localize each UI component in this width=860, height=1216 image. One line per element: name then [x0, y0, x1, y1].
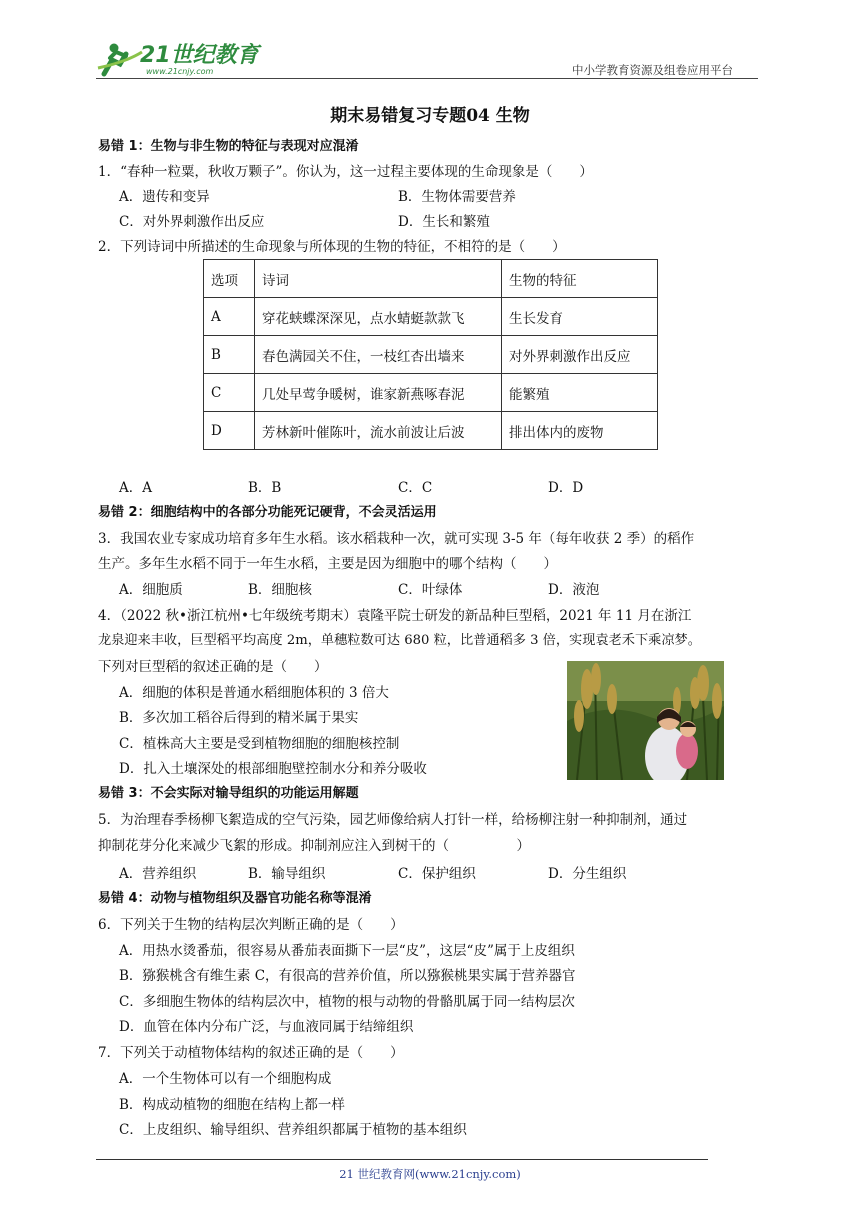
- table-cell: 芳林新叶催陈叶，流水前波让后波: [255, 412, 502, 450]
- question-5-option-b: B．输导组织: [248, 866, 326, 882]
- question-6-option-c: C．多细胞生物体的结构层次中，植物的根与动物的骨骼肌属于同一结构层次: [119, 994, 575, 1010]
- question-6-option-a: A．用热水烫番茄，很容易从番茄表面撕下一层“皮”，这层“皮”属于上皮组织: [119, 943, 575, 959]
- footer-divider: [96, 1159, 708, 1160]
- question-4-line-3: 下列对巨型稻的叙述正确的是（ ）: [98, 659, 328, 675]
- question-5-line-2: 抑制花芽分化来减少飞絮的形成。抑制剂应注入到树干的（ ）: [98, 838, 530, 854]
- question-5-option-c: C．保护组织: [398, 866, 476, 882]
- question-1-option-b: B．生物体需要营养: [398, 189, 516, 205]
- question-1-stem: 1．“春种一粒粟，秋收万颗子”。你认为，这一过程主要体现的生命现象是（ ）: [98, 164, 593, 180]
- table-cell: 春色满园关不住，一枝红杏出墙来: [255, 336, 502, 374]
- question-6-option-b: B．猕猴桃含有维生素 C，有很高的营养价值，所以猕猴桃果实属于营养器官: [119, 968, 576, 984]
- footer-text: 21 世纪教育网(www.21cnjy.com): [339, 1167, 521, 1181]
- table-cell: A: [204, 298, 255, 336]
- table-cell: 排出体内的废物: [502, 412, 658, 450]
- table-row: [204, 336, 658, 374]
- question-4-option-b: B．多次加工稻谷后得到的精米属于果实: [119, 710, 359, 726]
- question-7-option-c: C．上皮组织、输导组织、营养组织都属于植物的基本组织: [119, 1122, 467, 1138]
- question-2-option-b: B．B: [248, 480, 282, 496]
- table-cell: D: [204, 412, 255, 450]
- question-7-stem: 7．下列关于动植物体结构的叙述正确的是（ ）: [98, 1045, 404, 1061]
- rice-field-photo: [567, 661, 724, 780]
- question-4-option-a: A．细胞的体积是普通水稻细胞体积的 3 倍大: [119, 685, 389, 701]
- question-3-option-b: B．细胞核: [248, 582, 312, 598]
- question-4-option-c: C．植株高大主要是受到植物细胞的细胞核控制: [119, 736, 400, 752]
- question-2-option-a: A．A: [119, 480, 152, 496]
- question-6-stem: 6．下列关于生物的结构层次判断正确的是（ ）: [98, 917, 404, 933]
- table-header-row: [204, 260, 658, 298]
- question-4-line-1: 4．（2022 秋•浙江杭州•七年级统考期末）袁隆平院士研发的新品种巨型稻，2021 年 11 月在浙江: [98, 608, 692, 624]
- question-7-option-b: B．构成动植物的细胞在结构上都一样: [119, 1097, 345, 1113]
- question-1-option-d: D．生长和繁殖: [398, 214, 490, 230]
- table-row: [204, 298, 658, 336]
- poem-table: [203, 259, 658, 450]
- section-heading-3: 易错 3：不会实际对输导组织的功能运用解题: [98, 786, 359, 801]
- question-3-option-a: A．细胞质: [119, 582, 183, 598]
- header-divider: [96, 78, 758, 79]
- table-row: [204, 412, 658, 450]
- table-header-cell: 选项: [204, 260, 255, 298]
- section-heading-4: 易错 4：动物与植物组织及器官功能名称等混淆: [98, 891, 372, 906]
- question-2-option-c: C．C: [398, 480, 433, 496]
- table-row: [204, 374, 658, 412]
- logo-url: www.21cnjy.com: [146, 67, 214, 76]
- question-4-option-d: D．扎入土壤深处的根部细胞壁控制水分和养分吸收: [119, 761, 427, 777]
- section-heading-1: 易错 1：生物与非生物的特征与表现对应混淆: [98, 139, 359, 154]
- question-3-option-c: C．叶绿体: [398, 582, 463, 598]
- table-cell: 生长发育: [502, 298, 658, 336]
- question-3-option-d: D．液泡: [548, 582, 600, 598]
- question-5-option-d: D．分生组织: [548, 866, 627, 882]
- question-3-line-1: 3．我国农业专家成功培育多年生水稻。该水稻栽种一次，就可实现 3-5 年（每年收获 2 季）的稻作: [98, 531, 695, 547]
- table-cell: B: [204, 336, 255, 374]
- logo-text: 21世纪教育: [140, 43, 259, 68]
- question-1-option-a: A．遗传和变异: [119, 189, 210, 205]
- question-5-option-a: A．营养组织: [119, 866, 197, 882]
- question-6-option-d: D．血管在体内分布广泛，与血液同属于结缔组织: [119, 1019, 414, 1035]
- question-2-option-d: D．D: [548, 480, 584, 496]
- question-4-line-2: 龙泉迎来丰收，巨型稻平均高度 2m，单穗粒数可达 680 粒，比普通稻多 3 倍，实现袁老禾下乘凉梦。: [98, 633, 701, 648]
- question-7-option-a: A．一个生物体可以有一个细胞构成: [119, 1071, 332, 1087]
- table-cell: 几处早莺争暖树，谁家新燕啄春泥: [255, 374, 502, 412]
- table-header-cell: 生物的特征: [502, 260, 658, 298]
- site-logo: [96, 34, 266, 78]
- table-cell: C: [204, 374, 255, 412]
- question-3-line-2: 生产。多年生水稻不同于一年生水稻，主要是因为细胞中的哪个结构（ ）: [98, 556, 557, 572]
- page-title: 期末易错复习专题04 生物: [330, 106, 530, 126]
- platform-name: 中小学教育资源及组卷应用平台: [572, 63, 733, 77]
- table-cell: 对外界刺激作出反应: [502, 336, 658, 374]
- table-cell: 能繁殖: [502, 374, 658, 412]
- table-header-cell: 诗词: [255, 260, 502, 298]
- table-cell: 穿花蛱蝶深深见，点水蜻蜓款款飞: [255, 298, 502, 336]
- question-5-line-1: 5．为治理春季杨柳飞絮造成的空气污染，园艺师像给病人打针一样，给杨柳注射一种抑制剂，通过: [98, 812, 688, 828]
- question-1-option-c: C．对外界刺激作出反应: [119, 214, 265, 230]
- section-heading-2: 易错 2：细胞结构中的各部分功能死记硬背，不会灵活运用: [98, 505, 437, 520]
- question-2-stem: 2．下列诗词中所描述的生命现象与所体现的生物的特征，不相符的是（ ）: [98, 239, 566, 255]
